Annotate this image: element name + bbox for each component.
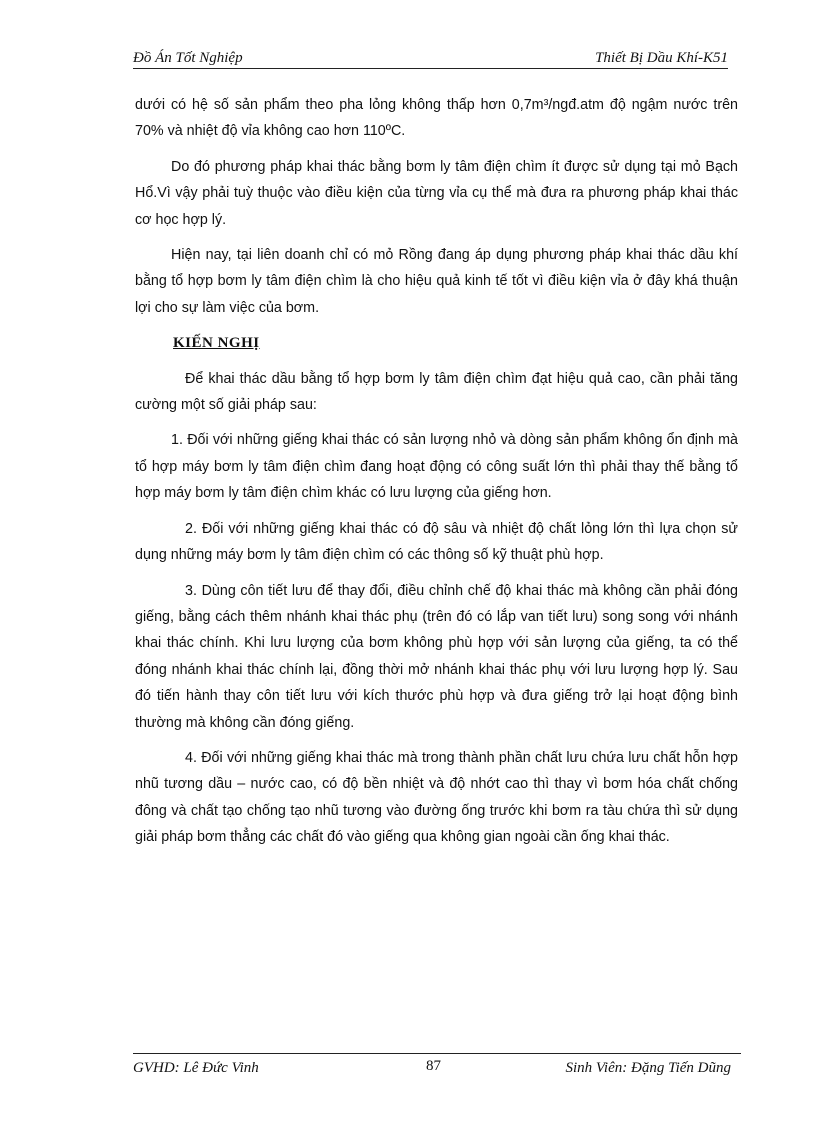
paragraph-4: Để khai thác dầu bằng tổ hợp bơm ly tâm điện chìm đạt hiệu quả cao, cần phải tăng cường một số giải pháp sau: [135, 370, 738, 414]
paragraph-3: Hiện nay, tại liên doanh chỉ có mỏ Rồng đang áp dụng phương pháp khai thác dầu khí bằng tổ hợp bơm ly tâm điện chìm là cho hiệu quả kinh tế tốt vì điều kiện vỉa ở đây khá thuận lợi cho sự làm việc của bơm. [135, 247, 738, 316]
page-header [133, 48, 728, 69]
document-body [135, 92, 738, 860]
footer-supervisor: GVHD: Lê Đức Vinh [133, 1060, 259, 1076]
page-number: 87 [426, 1058, 441, 1074]
paragraph-1: dưới có hệ số sản phẩm theo pha lỏng không thấp hơn 0,7m³/ngđ.atm độ ngậm nước trên 70% và nhiệt độ vỉa không cao hơn 110ºC. [135, 97, 738, 140]
list-item-1: 1. Đối với những giếng khai thác có sản lượng nhỏ và dòng sản phẩm không ổn định mà tổ hợp máy bơm ly tâm điện chìm đang hoạt động có công suất lớn thì phải thay thế bằng tổ hợp máy bơm ly tâm điện chìm khác có lưu lượng của giếng hơn. [135, 432, 738, 502]
paragraph-2: Do đó phương pháp khai thác bằng bơm ly tâm điện chìm ít được sử dụng tại mỏ Bạch Hổ.Vì vậy phải tuỳ thuộc vào điều kiện của từng vỉa cụ thể mà đưa ra phương pháp khai thác cơ học hợp lý. [135, 158, 738, 228]
header-department: Thiết Bị Dầu Khí-K51 [595, 50, 728, 66]
list-item-4: 4. Đối với những giếng khai thác mà trong thành phần chất lưu chứa lưu chất hỗn hợp nhũ tương dầu – nước cao, có độ bền nhiệt và độ nhớt cao thì thay vì bơm hóa chất chống đông và chất tạo chống tạo nhũ tương vào đường ống trước khi bơm ra tàu chứa thì sử dụng giải pháp bơm thẳng các chất đó vào giếng qua không gian ngoài cần ống khai thác. [135, 749, 738, 846]
list-item-3: 3. Dùng côn tiết lưu để thay đổi, điều chỉnh chế độ khai thác mà không cần phải đóng giếng, bằng cách thêm nhánh khai thác phụ (trên đó có lắp van tiết lưu) song song với nhánh khai thác chính. Khi lưu lượng của bơm không phù hợp với sản lượng của giếng, ta có thể đóng nhánh khai thác chính lại, đồng thời mở nhánh khai thác phụ với lưu lượng hợp lý. Sau đó tiến hành thay côn tiết lưu với kích thước phù hợp và đưa giếng trở lại hoạt động bình thường mà không cần đóng giếng. [135, 582, 738, 731]
list-item-2: 2. Đối với những giếng khai thác có độ sâu và nhiệt độ chất lỏng lớn thì lựa chọn sử dụng những máy bơm ly tâm điện chìm có các thông số kỹ thuật phù hợp. [135, 520, 738, 564]
header-title: Đồ Án Tốt Nghiệp [133, 50, 243, 66]
page-footer [133, 1053, 741, 1078]
footer-student: Sinh Viên: Đặng Tiến Dũng [565, 1060, 731, 1076]
section-heading: KIẾN NGHỊ [173, 335, 260, 352]
